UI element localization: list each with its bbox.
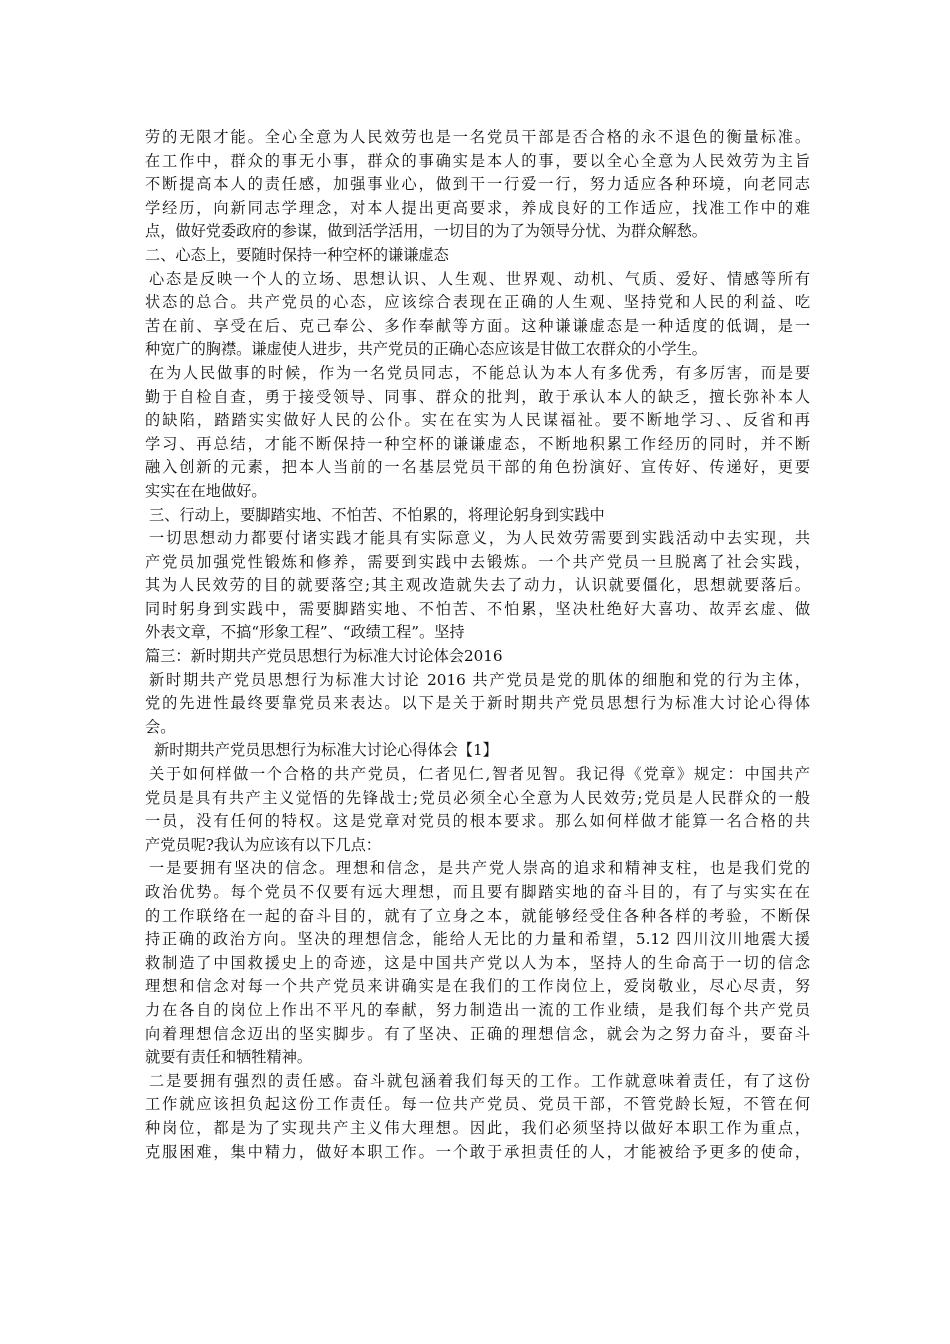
text-line: 勤于自检自查，勇于接受领导、同事、群众的批判，敢于承认本人的缺乏，擅长弥补本人 (145, 387, 810, 406)
text-line: 政治优势。每个党员不仅要有远大理想，而且要有脚踏实地的奋斗目的，有了与实实在在 (145, 883, 810, 901)
text-line: 救制造了中国救援史上的奇迹，这是中国共产党以人为本，坚持人的生命高于一切的信念 (145, 953, 810, 972)
text-line: 一切思想动力都要付诸实践才能具有实际意义，为人民效劳需要到实践活动中去实现，共 (149, 529, 810, 548)
text-line: 心态是反映一个人的立场、思想认识、人生观、世界观、动机、气质、爱好、情感等所有 (149, 269, 810, 288)
text-line: 工作就应该担负起这份工作责任。每一位共产党员、党员干部，不管党龄长短，不管在何 (145, 1095, 810, 1114)
text-line: 在为人民做事的时候，作为一名党员同志，不能总认为本人有多优秀，有多厉害，而是要 (149, 363, 810, 382)
text-line: 外表文章，不搞“形象工程”、“政绩工程”。坚持 (145, 623, 465, 642)
text-line: 向着理想信念迈出的坚实脚步。有了坚决、正确的理想信念，就会为之努力奋斗，要奋斗 (145, 1024, 810, 1043)
text-line: 不断提高本人的责任感，加强事业心，做到干一行爱一行，努力适应各种环境，向老同志 (145, 175, 810, 194)
text-line: 一员，没有任何的特权。这是党章对党员的根本要求。那么如何样做才能算一名合格的共 (145, 812, 810, 831)
text-line: 理想和信念对每一个共产党员来讲确实是在我们的工作岗位上，爱岗敬业，尽心尽责，努 (145, 977, 810, 996)
text-line: 的缺陷，踏踏实实做好人民的公仆。实在在实为人民谋福祉。要不断地学习、、反省和再 (145, 411, 810, 430)
document-body (145, 126, 810, 1164)
text-line: 同时躬身到实践中，需要脚踏实地、不怕苦、不怕累，坚决杜绝好大喜功、故弄玄虚、做 (145, 599, 810, 618)
text-line: 状态的总合。共产党员的心态，应该综合表现在正确的人生观、坚持党和人民的利益、吃 (145, 293, 810, 312)
text-line: 会。 (145, 717, 176, 736)
text-line: 其为人民效劳的目的就要落空;其主观改造就失去了动力，认识就要僵化，思想就要落后。 (145, 576, 810, 595)
text-line: 苦在前、享受在后、克己奉公、多作奉献等方面。这种谦谦虚态是一种适度的低调，是一 (145, 316, 810, 335)
text-line: 学习、再总结，才能不断保持一种空杯的谦谦虚态，不断地积累工作经历的同时，并不断 (145, 434, 810, 453)
text-line: 学经历，向新同志学理念，对本人提出更高要求，养成良好的工作适应，找准工作中的难 (145, 198, 810, 217)
text-line: 力在各自的岗位上作出不平凡的奉献，努力制造出一流的工作业绩，是我们每个共产党员 (145, 1000, 810, 1019)
text-line: 克服困难，集中精力，做好本职工作。一个敢于承担责任的人，才能被给予更多的使命， (145, 1142, 810, 1161)
text-line: 就要有责任和牺牲精神。 (145, 1048, 313, 1067)
text-line: 产党员加强党性锻炼和修养，需要到实践中去锻炼。一个共产党员一旦脱离了社会实践， (145, 552, 810, 571)
text-line: 劳的无限才能。全心全意为人民效劳也是一名党员干部是否合格的永不退色的衡量标准。 (145, 128, 810, 146)
text-line: 新时期共产党员思想行为标准大讨论 2016 共产党员是党的肌体的细胞和党的行为主体， (149, 670, 810, 689)
text-line: 新时期共产党员思想行为标准大讨论心得体会【1】 (154, 741, 498, 760)
text-line: 融入创新的元素，把本人当前的一名基层党员干部的角色扮演好、宣传好、传递好，更要 (145, 458, 810, 477)
text-line: 持正确的政治方向。坚决的理想信念，能给人无比的力量和希望，5.12 四川汶川地震大援 (145, 930, 810, 949)
text-line: 实实在在地做好。 (145, 481, 267, 500)
text-line: 关于如何样做一个合格的共产党员，仁者见仁,智者见智。我记得《党章》规定：中国共产 (149, 765, 810, 784)
text-line: 三、行动上，要脚踏实地、不怕苦、不怕累的，将理论躬身到实践中 (149, 505, 605, 524)
text-line: 的工作联络在一起的奋斗目的，就有了立身之本，就能够经受住各种各样的考验，不断保 (145, 906, 810, 925)
text-line: 种岗位，都是为了实现共产主义伟大理想。因此，我们必须坚持以做好本职工作为重点， (145, 1118, 810, 1137)
text-line: 种宽广的胸襟。谦虚使人进步，共产党员的正确心态应该是甘做工农群众的小学生。 (145, 340, 707, 359)
text-line: 二、心态上，要随时保持一种空杯的谦谦虚态 (145, 245, 449, 264)
text-line: 篇三：新时期共产党员思想行为标准大讨论体会2016 (145, 647, 503, 666)
text-line: 二是要拥有强烈的责任感。奋斗就包涵着我们每天的工作。工作就意味着责任，有了这份 (149, 1071, 810, 1090)
text-line: 党的先进性最终要靠党员来表达。以下是关于新时期共产党员思想行为标准大讨论心得体 (145, 694, 810, 713)
text-line: 一是要拥有坚决的信念。理想和信念，是共产党人崇高的追求和精神支柱，也是我们党的 (149, 859, 810, 878)
text-line: 产党员呢?我认为应该有以下几点： (145, 835, 381, 854)
text-line: 在工作中，群众的事无小事，群众的事确实是本人的事，要以全心全意为人民效劳为主旨 (145, 151, 810, 170)
text-line: 党员是具有共产主义觉悟的先锋战士;党员必须全心全意为人民效劳;党员是人民群众的一般 (145, 788, 810, 807)
text-line: 点，做好党委政府的参谋，做到活学活用，一切目的为了为领导分忧、为群众解愁。 (145, 222, 707, 241)
